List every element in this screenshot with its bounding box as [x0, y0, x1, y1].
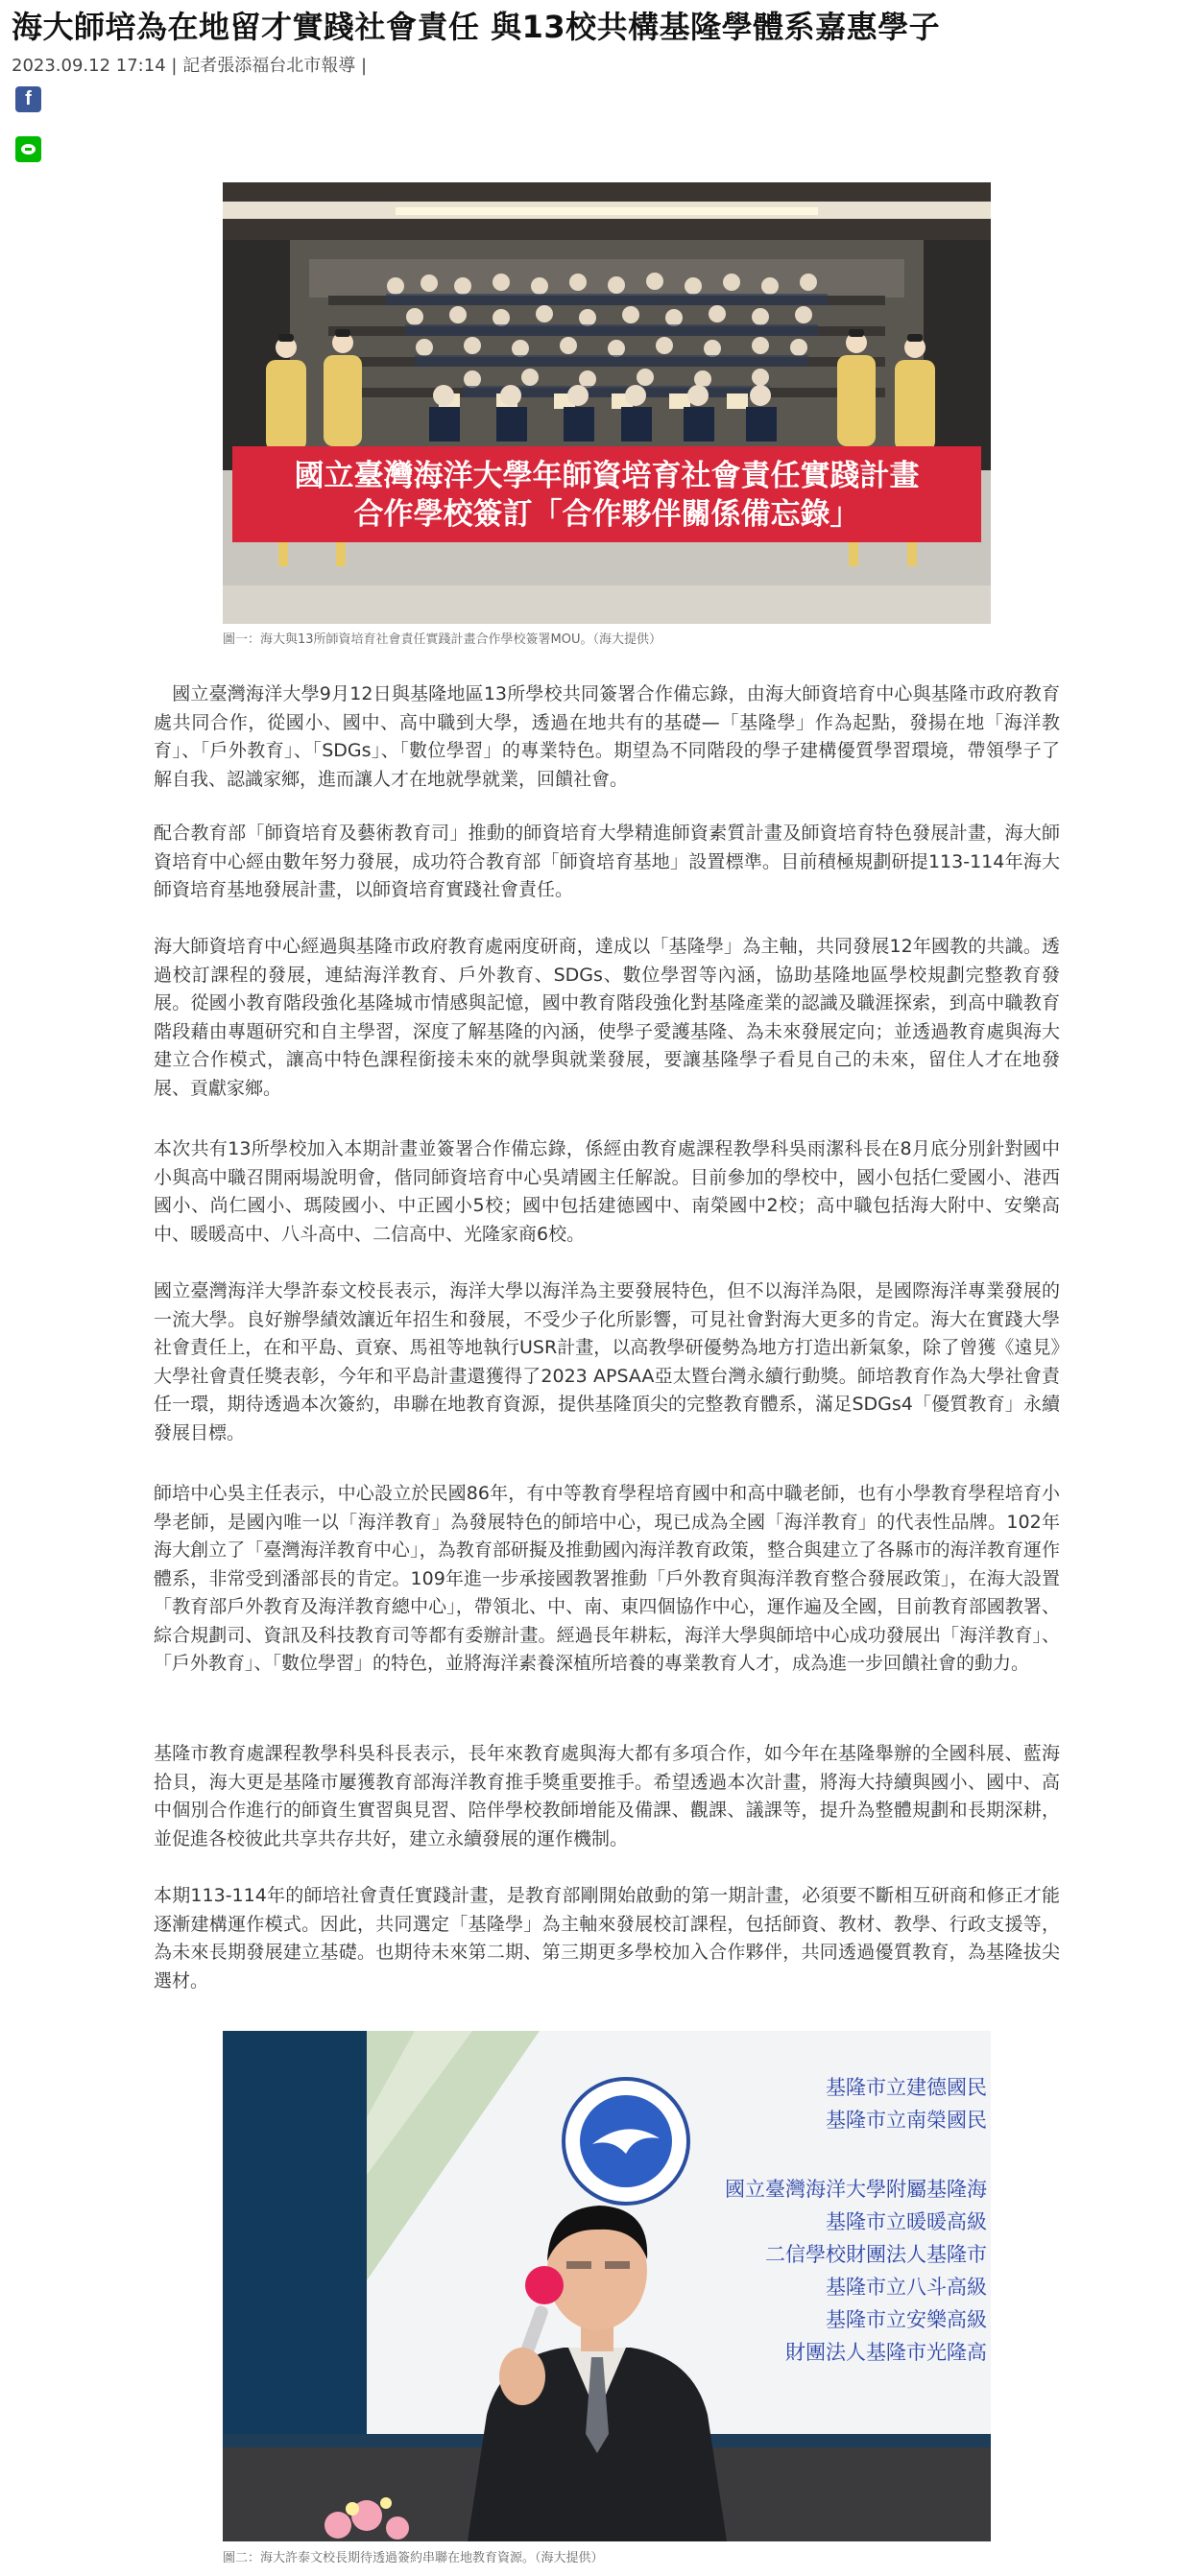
article-paragraph: 本期113-114年的師培社會責任實踐計畫，是教育部剛開始啟動的第一期計畫，必須要不斷相互研商和修正才能逐漸建構運作模式。因此，共同選定「基隆學」為主軸來發展校訂課程，包括師資、教材、教學、行政支援等，為未來長期發展建立基礎。也期待未來第二期、第三期更多學校加入合作夥伴，共同透過優質教育，為基隆拔尖選材。	[154, 1885, 1060, 1992]
article-paragraph: 基隆市教育處課程教學科吳科長表示，長年來教育處與海大都有多項合作，如今年在基隆舉辦的全國科展、藍海拾貝，海大更是基隆市屢獲教育部海洋教育推手獎重要推手。希望透過本次計畫，將海大持續與國小、國中、高中個別合作進行的師資生實習與見習、陪伴學校教師增能及備課、觀課、議課等，提升為整體規劃和長期深耕，並促進各校彼此共享共存共好，建立永續發展的運作機制。	[154, 1743, 1060, 1849]
article-title: 海大師培為在地留才實踐社會責任 與13校共構基隆學體系嘉惠學子	[12, 9, 941, 45]
facebook-icon: f	[25, 88, 32, 109]
photo2-caption: 圖二：海大許泰文校長期待透過簽約串聯在地教育資源。（海大提供）	[223, 2551, 604, 2565]
meta-separator-end: |	[360, 56, 368, 76]
article-meta	[12, 52, 367, 77]
facebook-share-button[interactable]	[15, 86, 41, 112]
president-speech-photo	[223, 2031, 991, 2541]
banner-line-1: 國立臺灣海洋大學年師資培育社會責任實踐計畫	[294, 459, 920, 493]
banner-line-2: 合作學校簽訂「合作夥伴關係備忘錄」	[353, 497, 860, 532]
photo1-caption: 圖一：海大與13所師資培育社會責任實踐計畫合作學校簽署MOU。（海大提供）	[223, 632, 662, 647]
mou-group-photo	[223, 182, 991, 624]
school-list-line: 財團法人基隆市光隆高	[785, 2341, 987, 2364]
school-list-line: 二信學校財團法人基隆市	[765, 2243, 987, 2266]
line-share-button[interactable]	[15, 136, 41, 162]
meta-separator: |	[171, 56, 178, 76]
publish-date: 2023.09.12 17:14	[12, 56, 166, 76]
school-list-line: 基隆市立暖暖高級	[826, 2210, 987, 2233]
article-paragraph: 本次共有13所學校加入本期計畫並簽署合作備忘錄，係經由教育處課程教學科吳雨潔科長在8月底分別針對國中小與高中職召開兩場說明會，偕同師資培育中心吳靖國主任解說。目前參加的學校中，國小包括仁愛國小、港西國小、尚仁國小、瑪陵國小、中正國小5校；國中包括建德國中、南榮國中2校；高中職包括海大附中、安樂高中、暖暖高中、八斗高中、二信高中、光隆家商6校。	[154, 1138, 1060, 1245]
reporter-byline: 記者張添福台北市報導	[182, 56, 356, 76]
article-paragraph: 國立臺灣海洋大學許泰文校長表示，海洋大學以海洋為主要發展特色，但不以海洋為限，是國際海洋專業發展的一流大學。良好辦學績效讓近年招生和發展，不受少子化所影響，可見社會對海大更多的肯定。海大在實踐大學社會責任上，在和平島、貢寮、馬祖等地執行USR計畫，以高教學研優勢為地方打造出新氣象，除了曾獲《遠見》大學社會責任獎表彰，今年和平島計畫還獲得了2023 APSAA亞太暨台灣永續行動獎。師培教育作為大學社會責任一環，期待透過本次簽約，串聯在地教育資源，提供基隆頂尖的完整教育體系，滿足SDGs4「優質教育」永續發展目標。	[154, 1280, 1060, 1443]
school-list-line: 基隆市立建德國民	[826, 2076, 987, 2099]
article-paragraph: 海大師資培育中心經過與基隆市政府教育處兩度研商，達成以「基隆學」為主軸，共同發展12年國教的共識。透過校訂課程的發展，連結海洋教育、戶外教育、SDGs、數位學習等內涵，協助基隆地區學校規劃完整教育發展。從國小教育階段強化基隆城市情感與記憶，國中教育階段強化對基隆產業的認識及職涯探索，到高中職教育階段藉由專題研究和自主學習，深度了解基隆的內涵，使學子愛護基隆、為未來發展定向；並透過教育處與海大建立合作模式，讓高中特色課程銜接未來的就學與就業發展，要讓基隆學子看見自己的未來，留住人才在地發展、貢獻家鄉。	[154, 936, 1060, 1099]
school-list-line: 基隆市立安樂高級	[826, 2308, 987, 2331]
line-chat-icon	[21, 144, 36, 155]
school-list-line: 基隆市立南榮國民	[826, 2109, 987, 2132]
article-paragraph: 師培中心吳主任表示，中心設立於民國86年，有中等教育學程培育國中和高中職老師，也有小學教育學程培育小學老師，是國內唯一以「海洋教育」為發展特色的師培中心，現已成為全國「海洋教育」的代表性品牌。102年海大創立了「臺灣海洋教育中心」，為教育部研擬及推動國內海洋教育政策，整合與建立了各縣市的海洋教育運作體系，非常受到潘部長的肯定。109年進一步承接國教署推動「戶外教育與海洋教育整合發展政策」，在海大設置「教育部戶外教育及海洋教育總中心」，帶領北、中、南、東四個協作中心，運作遍及全國，目前教育部國教署、綜合規劃司、資訊及科技教育司等都有委辦計畫。經過長年耕耘，海洋大學與師培中心成功發展出「海洋教育」、「戶外教育」、「數位學習」的特色，並將海洋素養深植所培養的專業教育人才，成為進一步回饋社會的動力。	[154, 1483, 1060, 1674]
speech-photo-illustration	[223, 2031, 991, 2541]
school-list-line: 國立臺灣海洋大學附屬基隆海	[725, 2178, 987, 2201]
article-paragraph: 國立臺灣海洋大學9月12日與基隆地區13所學校共同簽署合作備忘錄，由海大師資培育中心與基隆市政府教育處共同合作，從國小、國中、高中職到大學，透過在地共有的基礎—「基隆學」作為起點，發揚在地「海洋教育」、「戶外教育」、「SDGs」、「數位學習」的專業特色。期望為不同階段的學子建構優質學習環境，帶領學子了解自我、認識家鄉，進而讓人才在地就學就業，回饋社會。	[154, 683, 1060, 790]
group-photo-illustration	[223, 182, 991, 624]
article-paragraph: 配合教育部「師資培育及藝術教育司」推動的師資培育大學精進師資素質計畫及師資培育特色發展計畫，海大師資培育中心經由數年努力發展，成功符合教育部「師資培育基地」設置標準。目前積極規劃研提113-114年海大師資培育基地發展計畫，以師資培育實踐社會責任。	[154, 823, 1060, 900]
school-list-line: 基隆市立八斗高級	[826, 2276, 987, 2299]
